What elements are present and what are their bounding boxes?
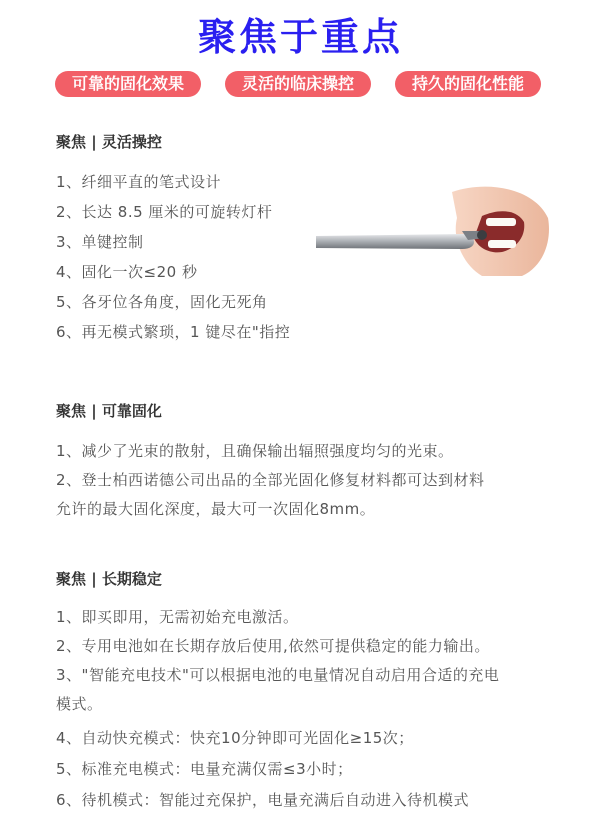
list-item: 4、固化一次≤20 秒 — [56, 263, 198, 281]
list-item: 3、"智能充电技术"可以根据电池的电量情况自动启用合适的充电 — [56, 666, 500, 684]
page-title: 聚焦于重点 — [197, 15, 403, 59]
section-title-reliable: 聚焦 | 可靠固化 — [56, 402, 162, 420]
list-item: 2、长达 8.5 厘米的可旋转灯杆 — [56, 203, 273, 221]
list-item: 1、纤细平直的笔式设计 — [56, 173, 222, 191]
feature-pill-durable: 持久的固化性能 — [395, 71, 541, 97]
list-item: 1、即买即用，无需初始充电激活。 — [56, 608, 299, 626]
list-item: 4、自动快充模式：快充10分钟即可光固化≥15次； — [56, 729, 414, 747]
list-item: 2、专用电池如在长期存放后使用,依然可提供稳定的能力输出。 — [56, 637, 490, 655]
list-item: 3、单键控制 — [56, 233, 144, 251]
list-item: 2、登士柏西诺德公司出品的全部光固化修复材料都可达到材料 — [56, 471, 485, 489]
feature-pill-flexible: 灵活的临床操控 — [225, 71, 371, 97]
curing-light-illustration — [312, 178, 552, 278]
list-item: 6、再无模式繁琐，1 键尽在"指控 — [56, 323, 291, 341]
list-item: 模式。 — [56, 695, 103, 713]
list-item: 5、各牙位各角度，固化无死角 — [56, 293, 268, 311]
feature-pill-reliable: 可靠的固化效果 — [55, 71, 201, 97]
list-item: 允许的最大固化深度，最大可一次固化8mm。 — [56, 500, 376, 518]
section-title-flexible: 聚焦 | 灵活操控 — [56, 133, 162, 151]
list-item: 6、待机模式：智能过充保护，电量充满后自动进入待机模式 — [56, 791, 470, 809]
list-item: 5、标准充电模式：电量充满仅需≤3小时； — [56, 760, 353, 778]
list-item: 1、减少了光束的散射，且确保输出辐照强度均匀的光束。 — [56, 442, 454, 460]
section-title-stable: 聚焦 | 长期稳定 — [56, 570, 162, 588]
